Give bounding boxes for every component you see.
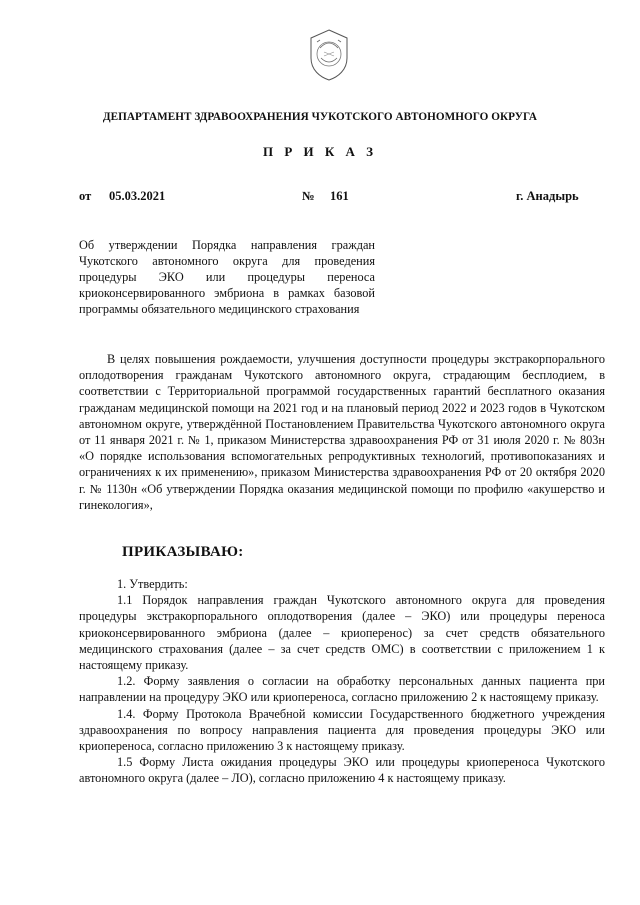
order-number: 161 [330,189,349,203]
coat-of-arms-icon [308,28,350,82]
date-prefix: от [79,189,92,203]
document-type: П Р И К А З [262,144,378,159]
order-item: 1.4. Форму Протокола Врачебной комиссии Государственного бюджетного учреждения здравоохранения по вопросу направления пациента для проведения процедуры ЭКО или криопереноса, согласно приложению 3 к настоящему приказу. [79,706,605,754]
order-date: 05.03.2021 [109,189,166,203]
preamble-paragraph: В целях повышения рождаемости, улучшения доступности процедуры экстракорпорального оплодотворения гражданам Чукотского автономного округа, страдающим бесплодием, в соответствии с Территориальной программой государственных гарантий бесплатного оказания гражданам медицинской помощи на 2021 год и на плановый период 2022 и 2023 годов в Чукотском автономном округе, утверждённой Постановлением Правительства Чукотского автономного округа от 11 января 2021 г. № 1, приказом Министерства здравоохранения РФ от 31 июля 2020 г. № 803н «О порядке использования вспомогательных репродуктивных технологий, противопоказаниях и ограничениях к их применению», приказом Министерства здравоохранения РФ от 20 октября 2020 г. № 1130н «Об утверждении Порядка оказания медицинской помощи по профилю «акушерство и гинекология», [79,352,605,512]
order-subject: Об утверждении Порядка направления граждан Чукотского автономного округа для проведения процедуры ЭКО или процедуры переноса криоконсервированного эмбриона в рамках базовой программы обязательного медицинского страхования [79,238,375,316]
order-place: г. Анадырь [516,189,579,203]
order-directive: ПРИКАЗЫВАЮ: [122,544,244,560]
department-name: ДЕПАРТАМЕНТ ЗДРАВООХРАНЕНИЯ ЧУКОТСКОГО АВТОНОМНОГО ОКРУГА [102,111,538,123]
order-item: 1.2. Форму заявления о согласии на обработку персональных данных пациента при направлении на процедуру ЭКО или криопереноса, согласно приложению 2 к настоящему приказу. [79,674,605,705]
order-items [79,576,605,787]
order-item: 1.1 Порядок направления граждан Чукотского автономного округа для проведения процедуры экстракорпорального оплодотворения (далее – ЭКО) или процедуры переноса криоконсервированного эмбриона (далее – криоперенос) за счет средств обязательного медицинского страхования (далее – за счет средств ОМС) в соответствии с приложением 1 к настоящему приказу. [79,593,605,673]
order-item: 1.5 Форму Листа ожидания процедуры ЭКО или процедуры криопереноса Чукотского автономного округа (далее – ЛО), согласно приложению 4 к настоящему приказу. [79,755,605,786]
number-sign: № [302,189,315,203]
order-item: 1. Утвердить: [117,577,188,591]
